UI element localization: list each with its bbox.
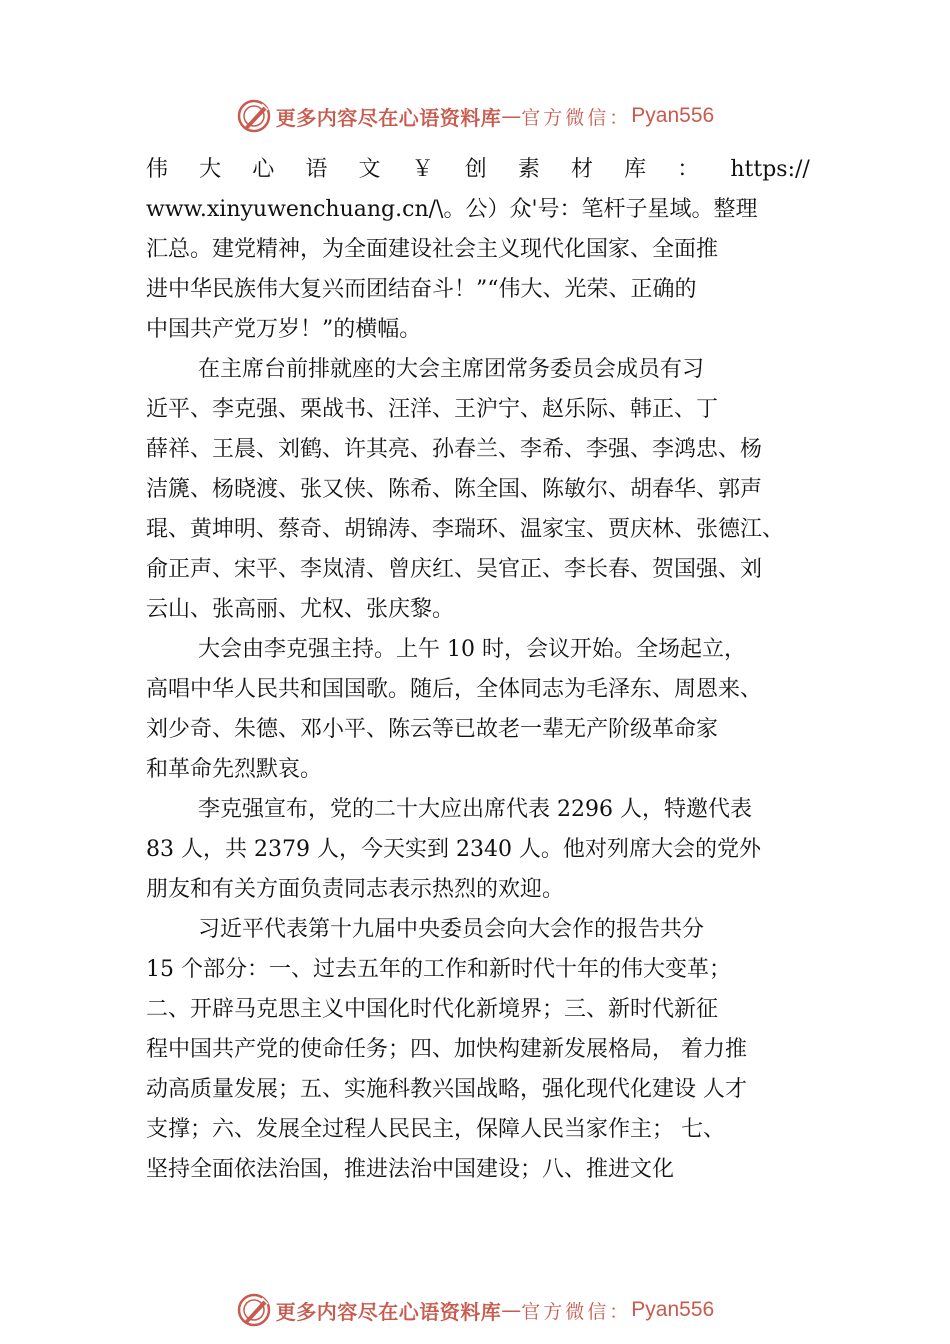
body-line-segment: 创 [464,157,487,182]
paragraph-start-line: 大会由李克强主持。上午 10 时，会议开始。全场起立， [198,637,746,662]
body-line: 琨、黄坤明、蔡奇、胡锦涛、李瑞环、温家宝、贾庆林、张德江、 [146,517,785,542]
body-line: 二、开辟马克思主义中国化时代化新境界；三、新时代新征 [146,997,719,1022]
body-line-segment: 伟 [146,157,169,182]
body-line: 汇总。建党精神，为全面建设社会主义现代化国家、全面推 [146,237,719,262]
body-line: 高唱中华人民共和国国歌。随后，全体同志为毛泽东、周恩来、 [146,677,763,702]
body-line: 俞正声、宋平、李岚清、曾庆红、吴官正、李长春、贺国强、刘 [146,557,763,582]
body-line: 薛祥、王晨、刘鹤、许其亮、孙春兰、李希、李强、李鸿忠、杨 [146,437,763,462]
header-banner-contact: Pyan556 [631,104,715,127]
body-line: 15 个部分：一、过去五年的工作和新时代十年的伟大变革； [146,957,731,982]
body-line-segment: 素 [517,157,540,182]
header-banner-dash: — [501,104,522,128]
body-line-justified [146,150,810,190]
body-line: 83 人，共 2379 人，今天实到 2340 人。他对列席大会的党外 [146,837,761,862]
body-line-segment: 心 [252,157,275,182]
body-line: 近平、李克强、栗战书、汪洋、王沪宁、赵乐际、韩正、丁 [146,397,719,422]
body-line: 刘少奇、朱德、邓小平、陈云等已故老一辈无产阶级革命家 [146,717,719,742]
footer-banner-contact: Pyan556 [631,1298,715,1321]
body-line-segment: 材 [571,157,594,182]
footer-banner-subtitle: 官方微信： [521,1300,632,1323]
body-line: 云山、张高丽、尤权、张庆黎。 [146,597,455,622]
document-body [146,150,810,1190]
body-line: 和革命先烈默哀。 [146,757,323,782]
body-line-segment: https:// [730,157,810,182]
body-line-segment: ： [677,157,700,182]
body-line: 程中国共产党的使命任务；四、加快构建新发展格局， 着力推 [146,1037,747,1062]
footer-banner-dash: — [501,1298,522,1322]
body-line: 进中华民族伟大复兴而团结奋斗！”“伟大、光荣、正确的 [146,277,697,302]
body-line-segment: 库 [624,157,647,182]
header-banner [0,96,950,136]
body-line: 中国共产党万岁！”的横幅。 [146,317,422,342]
body-line-segment: ￥ [411,157,434,182]
body-line: 朋友和有关方面负责同志表示热烈的欢迎。 [146,877,565,902]
body-line-segment: 大 [199,157,222,182]
footer-banner-title: 更多内容尽在心语资料库 [275,1299,502,1324]
footer-banner [0,1290,950,1330]
header-banner-title: 更多内容尽在心语资料库 [275,105,502,130]
body-line: www.xinyuwenchuang.cn/\。公）众'号：笔杆子星域。整理 [146,197,758,222]
body-line: 洁篪、杨晓渡、张又侠、陈希、陈全国、陈敏尔、胡春华、郭声 [146,477,763,502]
body-line: 坚持全面依法治国，推进法治中国建设；八、推进文化 [146,1157,675,1182]
body-line: 支撑；六、发展全过程人民民主，保障人民当家作主； 七、 [146,1117,725,1142]
paragraph-start-line: 习近平代表第十九届中央委员会向大会作的报告共分 [198,917,705,942]
header-banner-subtitle: 官方微信： [521,106,632,129]
fountain-pen-logo-icon [236,1292,272,1328]
paragraph-start-line: 在主席台前排就座的大会主席团常务委员会成员有习 [198,357,705,382]
paragraph-start-line: 李克强宣布，党的二十大应出席代表 2296 人，特邀代表 [198,797,752,822]
body-line-segment: 语 [305,157,328,182]
body-line: 动高质量发展；五、实施科教兴国战略，强化现代化建设 人才 [146,1077,747,1102]
fountain-pen-logo-icon [236,98,272,134]
body-line-segment: 文 [358,157,381,182]
